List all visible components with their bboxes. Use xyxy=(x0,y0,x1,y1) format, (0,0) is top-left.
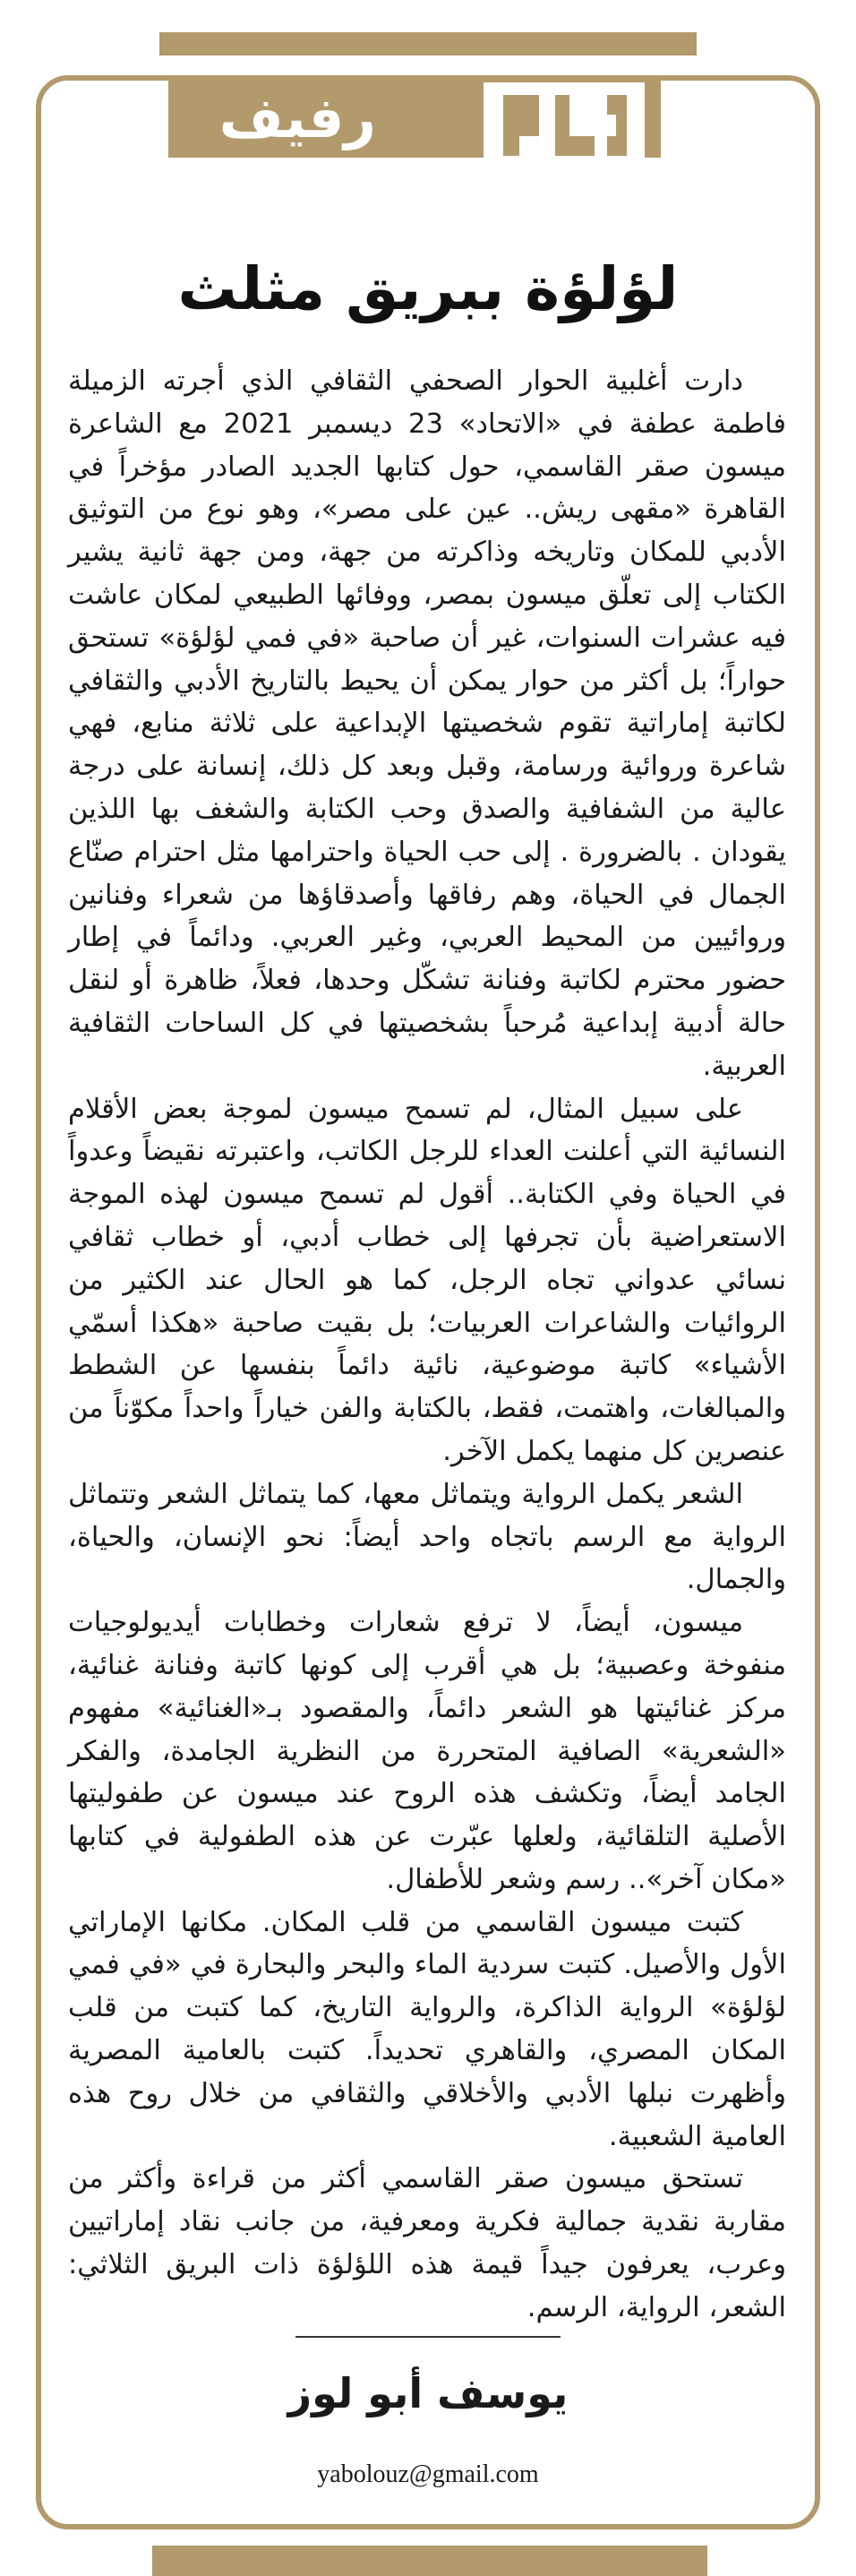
article-title: لؤلؤة ببريق مثلث xyxy=(177,254,679,323)
raff-logo-icon xyxy=(484,82,645,172)
paragraph-4: ميسون، أيضاً، لا ترفع شعارات وخطابات أيديولوجيات منفوخة وعصبية؛ بل هي أقرب إلى كونها كاتبة وفنانة غنائية، مركز غنائيتها هو الشعر دائماً، والمقصود بـ«الغنائية» مفهوم «الشعرية» الصافية المتحررة من النظرية الجامدة، والفكر الجامد أيضاً، وتكشف هذه الروح عند ميسون عن طفوليتها الأصلية التلقائية، ولعلها عبّرت عن هذه الطفولية في كتابها «مكان آخر».. رسم وشعر للأطفال. xyxy=(68,1607,786,1895)
author-email[interactable]: yabolouz@gmail.com xyxy=(317,2460,539,2488)
author-name: يوسف أبو لوز xyxy=(287,2369,569,2417)
paragraph-1: دارت أغلبية الحوار الصحفي الثقافي الذي أجرته الزميلة فاطمة عطفة في «الاتحاد» 23 ديسمبر 2021 مع الشاعرة ميسون صقر القاسمي، حول كتابها الجديد الصادر مؤخراً في القاهرة «مقهى ريش.. عين على مصر»، وهو نوع من التوثيق الأدبي للمكان وتاريخه وذاكرته من جهة، ومن جهة ثانية يشير الكتاب إلى تعلّق ميسون بمصر، ووفائها الطبيعي لمكان عاشت فيه عشرات السنوات، غير أن صاحبة «في فمي لؤلؤة» تستحق حواراً؛ بل أكثر من حوار يمكن أن يحيط بالتاريخ الأدبي والثقافي لكاتبة إماراتية تقوم شخصيتها الإبداعية على ثلاثة منابع، فهي شاعرة وروائية ورسامة، وقبل وبعد كل ذلك، إنسانة على درجة عالية من الشفافية والصدق وحب الكتابة والشغف بها اللذين يقودان . بالضرورة . إلى حب الحياة واحترامها مثل احترام صنّاع الجمال في الحياة، وهم رفاقها وأصدقاؤها من شعراء وفنانين وروائيين من المحيط العربي، وغير العربي. ودائماً في إطار حضور محترم لكاتبة وفنانة تشكّل وحدها، فعلاً، ظاهرة أو لنقل حالة أدبية إبداعية مُرحباً بشخصيتها في كل الساحات الثقافية العربية. xyxy=(68,365,786,1082)
column-name: رفيف xyxy=(218,85,376,150)
paragraph-6: تستحق ميسون صقر القاسمي أكثر من قراءة وأكثر من مقاربة نقدية جمالية فكرية ومعرفية، من جانب نقاد إماراتيين وعرب، يعرفون جيداً قيمة هذه اللؤلؤة ذات البريق الثلاثي: الشعر، الرواية، الرسم. xyxy=(68,2163,786,2323)
bottom-decorative-bar xyxy=(152,2546,707,2576)
top-decorative-bar xyxy=(159,32,697,56)
paragraph-3: الشعر يكمل الرواية ويتماثل معها، كما يتماثل الشعر وتتماثل الرواية مع الرسم باتجاه واحد أيضاً: نحو الإنسان، والحياة، والجمال. xyxy=(68,1478,786,1596)
article-body xyxy=(68,360,786,2330)
signature-divider xyxy=(295,2336,561,2338)
paragraph-5: كتبت ميسون القاسمي من قلب المكان. مكانها الإماراتي الأول والأصيل. كتبت سردية الماء والبحر والبحارة في «في فمي لؤلؤة» الرواية الذاكرة، والرواية التاريخ، كما كتبت من قلب المكان المصري، والقاهري تحديداً. كتبت بالعامية المصرية وأظهرت نبلها الأدبي والأخلاقي والثقافي من خلال روح هذه العامية الشعبية. xyxy=(68,1906,786,2152)
paragraph-2: على سبيل المثال، لم تسمح ميسون لموجة بعض الأقلام النسائية التي أعلنت العداء للرجل الكاتب، واعتبرته نقيضاً وعدواً في الحياة وفي الكتابة.. أقول لم تسمح ميسون لهذه الموجة الاستعراضية بأن تجرفها إلى خطاب أدبي، أو خطاب ثقافي نسائي عدواني تجاه الرجل، كما هو الحال عند الكثير من الروائيات والشاعرات العربيات؛ بل بقيت صاحبة «هكذا أسمّي الأشياء» كاتبة موضوعية، نائية دائماً بنفسها عن الشطط والمبالغات، واهتمت، فقط، بالكتابة والفن خياراً واحداً مكوّناً من عنصرين كل منهما يكمل الآخر. xyxy=(68,1093,786,1467)
column-logo xyxy=(484,82,645,172)
